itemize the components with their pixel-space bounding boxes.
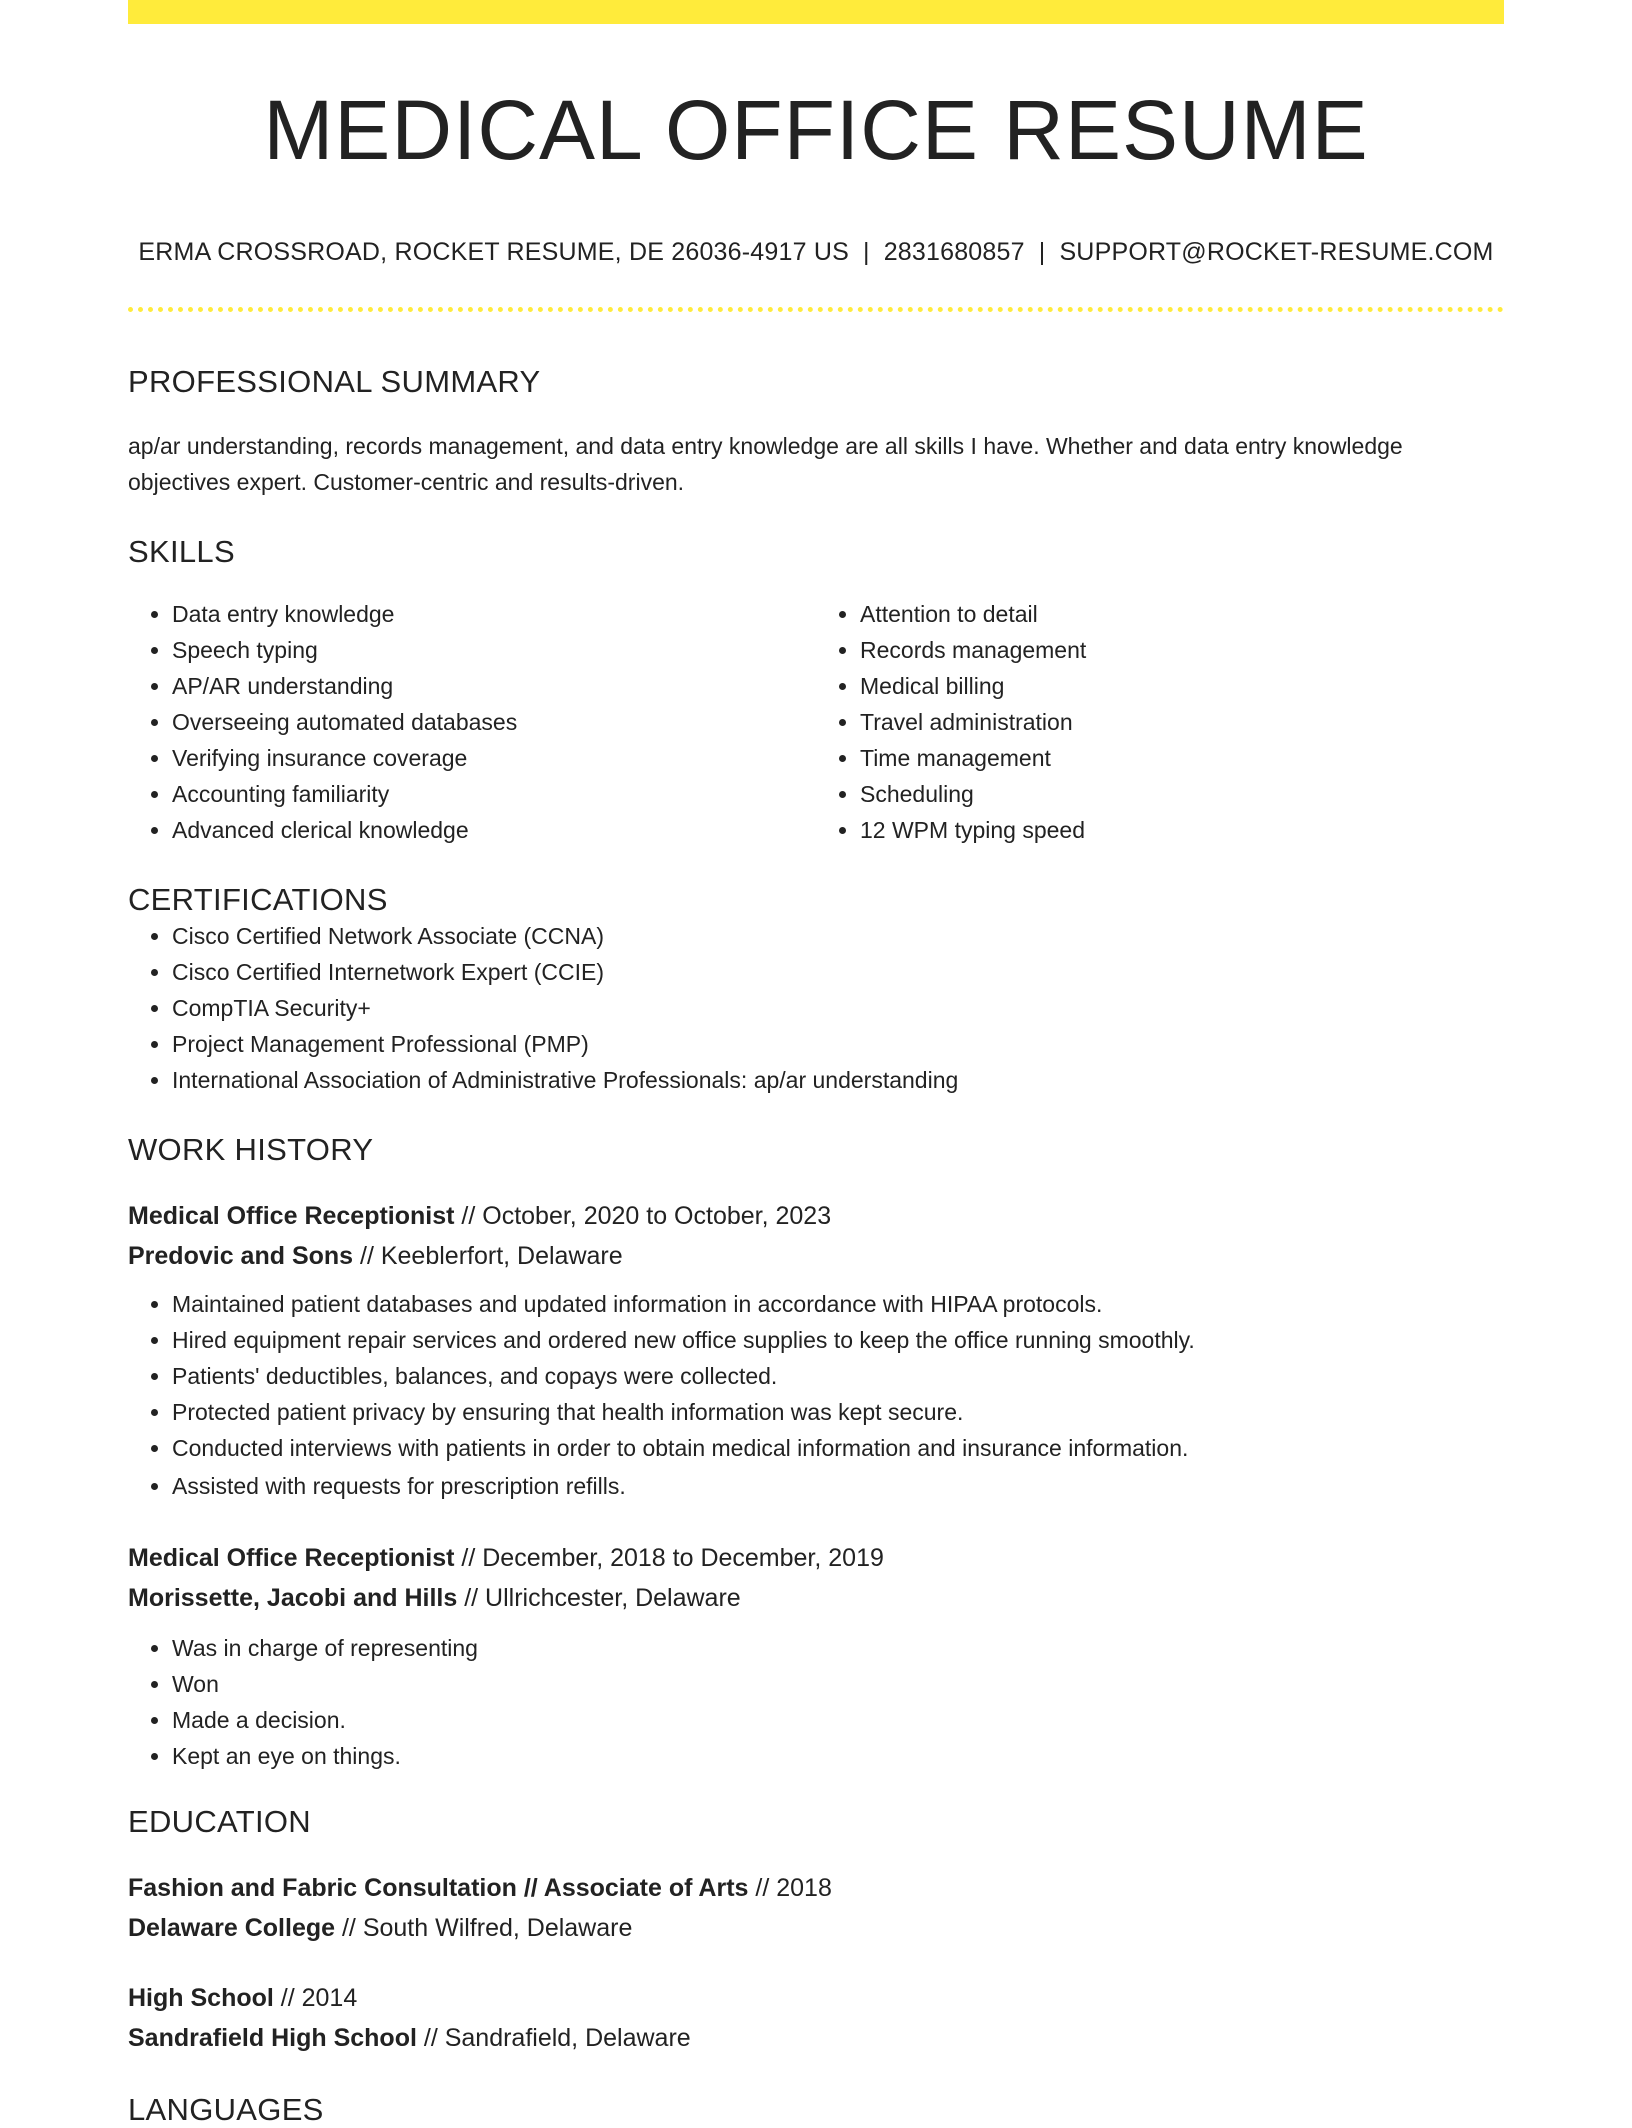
job-duty: • Conducted interviews with patients in order to obtain medical information and insurance information. [172,1430,1504,1466]
education-school: Sandrafield High School [128,2024,417,2053]
skill-item: • Advanced clerical knowledge [172,812,816,848]
education-year: // 2014 [273,1984,358,2013]
contact-email: SUPPORT@ROCKET-RESUME.COM [1059,238,1494,267]
job-duty: • Won [172,1666,1504,1702]
skill-item: • Overseeing automated databases [172,704,816,740]
skill-item: • AP/AR understanding [172,668,816,704]
education-location: // South Wilfred, Delaware [335,1914,633,1943]
education-heading: EDUCATION [128,1804,311,1840]
summary-text: ap/ar understanding, records management, and data entry knowledge are all skills I have. Whether and data entry knowledge objectives expert. Customer-centric and results-driven. [128,433,1403,496]
skill-item: • Speech typing [172,632,816,668]
skills-columns [128,596,1504,848]
certification-item: • Cisco Certified Network Associate (CCNA) [172,918,1504,954]
document-title: MEDICAL OFFICE RESUME [263,83,1369,177]
job-duty: • Kept an eye on things. [172,1738,1504,1774]
certification-item: • CompTIA Security+ [172,990,1504,1026]
job-duty: • Made a decision. [172,1702,1504,1738]
education-degree: Fashion and Fabric Consultation // Associate of Arts [128,1874,749,1903]
education-degree: High School [128,1984,274,2013]
skill-item: • Medical billing [860,668,1504,704]
work-history-heading: WORK HISTORY [128,1132,374,1168]
job-title-line [128,1538,1504,1578]
work-history-section [128,1132,1504,1774]
skill-item: • Time management [860,740,1504,776]
skill-item: • 12 WPM typing speed [860,812,1504,848]
skill-item: • Data entry knowledge [172,596,816,632]
top-accent-bar [128,0,1504,24]
job-company-line [128,1578,1504,1618]
job-entry [128,1196,1504,1504]
certification-item: • Project Management Professional (PMP) [172,1026,1504,1062]
skill-item: • Scheduling [860,776,1504,812]
resume-page [128,0,1504,2128]
job-duty: • Hired equipment repair services and ordered new office supplies to keep the office running smoothly. [172,1322,1504,1358]
job-company: Morissette, Jacobi and Hills [128,1584,458,1613]
certifications-section [128,882,1504,1098]
job-location: // Keeblerfort, Delaware [353,1242,623,1271]
contact-separator: | [862,238,870,267]
certifications-heading: CERTIFICATIONS [128,882,388,918]
job-title: Medical Office Receptionist [128,1544,455,1573]
job-duty: • Maintained patient databases and updated information in accordance with HIPAA protocols. [172,1286,1504,1322]
contact-address: ERMA CROSSROAD, ROCKET RESUME, DE 26036-4917 US [138,238,849,267]
dotted-divider [128,307,1504,312]
job-duty: • Was in charge of representing [172,1630,1504,1666]
contact-phone: 2831680857 [883,238,1025,267]
education-degree-line [128,1978,1504,2018]
skills-section [128,534,1504,848]
job-company-line [128,1236,1504,1276]
education-entry [128,1868,1504,1948]
education-school: Delaware College [128,1914,336,1943]
contact-line [128,238,1504,267]
job-company: Predovic and Sons [128,1242,354,1271]
job-duty: • Patients' deductibles, balances, and copays were collected. [172,1358,1504,1394]
skill-item: • Attention to detail [860,596,1504,632]
education-degree-line [128,1868,1504,1908]
skill-item: • Accounting familiarity [172,776,816,812]
skill-item: • Verifying insurance coverage [172,740,816,776]
job-entry [128,1538,1504,1774]
skill-item: • Records management [860,632,1504,668]
skill-item: • Travel administration [860,704,1504,740]
languages-heading: LANGUAGES [128,2092,324,2128]
summary-heading: PROFESSIONAL SUMMARY [128,364,541,400]
job-duty: • Protected patient privacy by ensuring that health information was kept secure. [172,1394,1504,1430]
education-entry [128,1978,1504,2058]
job-duties [128,1630,1504,1774]
job-location: // Ullrichcester, Delaware [457,1584,741,1613]
job-dates: // October, 2020 to October, 2023 [454,1202,832,1231]
job-title: Medical Office Receptionist [128,1202,455,1231]
summary-section [128,364,1504,500]
education-location: // Sandrafield, Delaware [416,2024,691,2053]
contact-separator: | [1038,238,1046,267]
job-duty: • Assisted with requests for prescription refills. [172,1468,1504,1504]
job-duties [128,1286,1504,1504]
job-title-line [128,1196,1504,1236]
skills-list-right [816,596,1504,848]
job-dates: // December, 2018 to December, 2019 [454,1544,884,1573]
education-section [128,1804,1504,2058]
certification-item: • International Association of Administrative Professionals: ap/ar understanding [172,1062,1504,1098]
education-school-line [128,2018,1504,2058]
skills-heading: SKILLS [128,534,235,570]
education-year: // 2018 [748,1874,832,1903]
education-school-line [128,1908,1504,1948]
languages-section [128,2092,1504,2128]
skills-list-left [128,596,816,848]
certifications-list [128,918,1504,1098]
certification-item: • Cisco Certified Internetwork Expert (CCIE) [172,954,1504,990]
